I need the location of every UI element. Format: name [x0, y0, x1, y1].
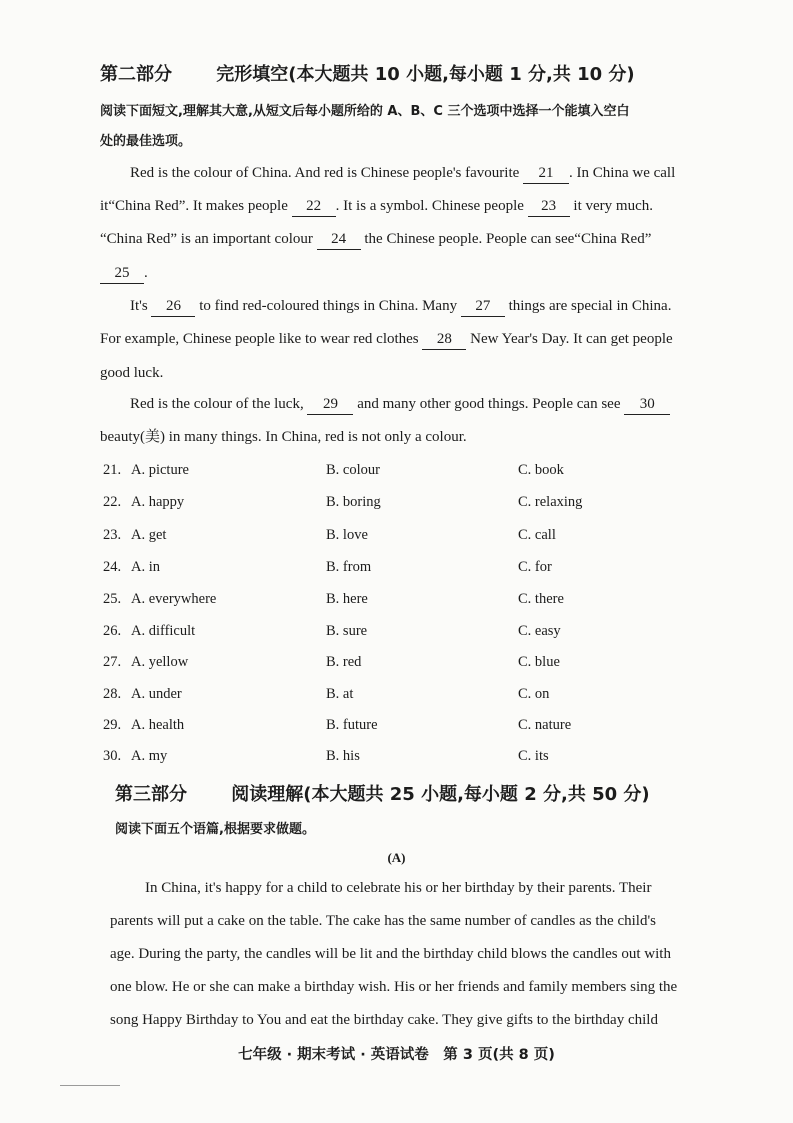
option-b: B. boring: [326, 494, 381, 510]
option-a: A. in: [131, 559, 160, 575]
passage-line: good luck.: [100, 365, 164, 381]
option-a: A. my: [131, 748, 168, 764]
passage-text: “China Red” is an important colour: [100, 231, 313, 247]
passage-line: [130, 290, 671, 323]
part2-instruction-line2: 处的最佳选项。: [100, 134, 192, 149]
footer-rule: [60, 1085, 120, 1086]
option-a: A. everywhere: [131, 591, 217, 607]
option-b: B. love: [326, 527, 368, 543]
option-a: A. yellow: [131, 654, 189, 670]
part2-label: 第二部分: [100, 64, 172, 85]
passage-text: . It is a symbol. Chinese people: [335, 198, 524, 214]
passage-text: It's: [130, 298, 148, 314]
option-c: C. relaxing: [518, 494, 583, 510]
passage-text: Red is the colour of the luck,: [130, 396, 304, 412]
blank-22: 22: [292, 197, 336, 217]
passage-line: [100, 257, 148, 290]
option-b: B. at: [326, 686, 354, 702]
option-c: C. call: [518, 527, 556, 543]
option-a: A. health: [131, 717, 185, 733]
passage-text: it very much.: [573, 198, 653, 214]
part2-heading: [100, 60, 635, 86]
part2-title: 完形填空(本大题共 10 小题,每小题 1 分,共 10 分): [216, 64, 635, 85]
option-c: C. easy: [518, 623, 561, 639]
blank-25: 25: [100, 264, 144, 284]
passage-line: [100, 323, 673, 356]
question-number: 23.: [103, 527, 122, 543]
question-number: 26.: [103, 623, 122, 639]
question-number: 22.: [103, 494, 122, 510]
blank-27: 27: [461, 297, 505, 317]
passage-a-line: song Happy Birthday to You and eat the birthday cake. They give gifts to the birthday child: [110, 1012, 658, 1028]
passage-text: Red is the colour of China. And red is Chinese people's favourite: [130, 165, 520, 181]
passage-text: to find red-coloured things in China. Many: [199, 298, 458, 314]
passage-text: it“China Red”. It makes people: [100, 198, 288, 214]
option-a: A. under: [131, 686, 182, 702]
option-c: C. on: [518, 686, 550, 702]
option-c: C. blue: [518, 654, 560, 670]
part2-instruction-line1: 阅读下面短文,理解其大意,从短文后每小题所给的 A、B、C 三个选项中选择一个能填入空白: [100, 104, 630, 119]
option-b: B. here: [326, 591, 368, 607]
passage-text: For example, Chinese people like to wear red clothes: [100, 331, 419, 347]
blank-24: 24: [317, 230, 361, 250]
question-number: 27.: [103, 654, 122, 670]
option-a: A. get: [131, 527, 167, 543]
passage-line: [100, 190, 653, 223]
question-number: 30.: [103, 748, 122, 764]
option-a: A. happy: [131, 494, 185, 510]
option-c: C. for: [518, 559, 552, 575]
passage-line: beauty(美) in many things. In China, red is not only a colour.: [100, 429, 467, 445]
passage-line: [130, 157, 675, 190]
option-c: C. book: [518, 462, 564, 478]
passage-a-line: age. During the party, the candles will be lit and the birthday child blows the candles out with: [110, 946, 671, 962]
option-b: B. sure: [326, 623, 368, 639]
part3-heading: [115, 780, 650, 806]
option-b: B. from: [326, 559, 372, 575]
option-b: B. his: [326, 748, 360, 764]
blank-21: 21: [523, 164, 569, 184]
blank-26: 26: [151, 297, 195, 317]
blank-30: 30: [624, 395, 670, 415]
part3-label: 第三部分: [115, 784, 187, 805]
passage-text: the Chinese people. People can see“China Red”: [364, 231, 652, 247]
passage-text: things are special in China.: [508, 298, 672, 314]
option-c: C. there: [518, 591, 564, 607]
passage-text: .: [144, 265, 148, 281]
option-a: A. picture: [131, 462, 189, 478]
question-number: 21.: [103, 462, 122, 478]
passage-line: [130, 388, 670, 421]
option-a: A. difficult: [131, 623, 196, 639]
question-number: 25.: [103, 591, 122, 607]
passage-text: . In China we call: [569, 165, 676, 181]
part3-title: 阅读理解(本大题共 25 小题,每小题 2 分,共 50 分): [231, 784, 650, 805]
page-footer: 七年级 · 期末考试 · 英语试卷 第 3 页(共 8 页): [238, 1047, 555, 1063]
option-c: C. nature: [518, 717, 572, 733]
option-c: C. its: [518, 748, 549, 764]
passage-text: New Year's Day. It can get people: [470, 331, 673, 347]
blank-23: 23: [528, 197, 570, 217]
part3-instruction: 阅读下面五个语篇,根据要求做题。: [115, 822, 315, 837]
question-number: 28.: [103, 686, 122, 702]
blank-28: 28: [422, 330, 466, 350]
passage-a-label: (A): [387, 850, 406, 865]
passage-text: and many other good things. People can see: [357, 396, 621, 412]
option-b: B. red: [326, 654, 362, 670]
passage-a-line: In China, it's happy for a child to celebrate his or her birthday by their parents. Their: [145, 880, 652, 896]
option-b: B. colour: [326, 462, 380, 478]
option-b: B. future: [326, 717, 378, 733]
blank-29: 29: [307, 395, 353, 415]
passage-line: [100, 223, 651, 256]
passage-a-line: parents will put a cake on the table. The cake has the same number of candles as the child's: [110, 913, 656, 929]
question-number: 24.: [103, 559, 122, 575]
question-number: 29.: [103, 717, 122, 733]
passage-a-line: one blow. He or she can make a birthday wish. His or her friends and family members sing the: [110, 979, 678, 995]
